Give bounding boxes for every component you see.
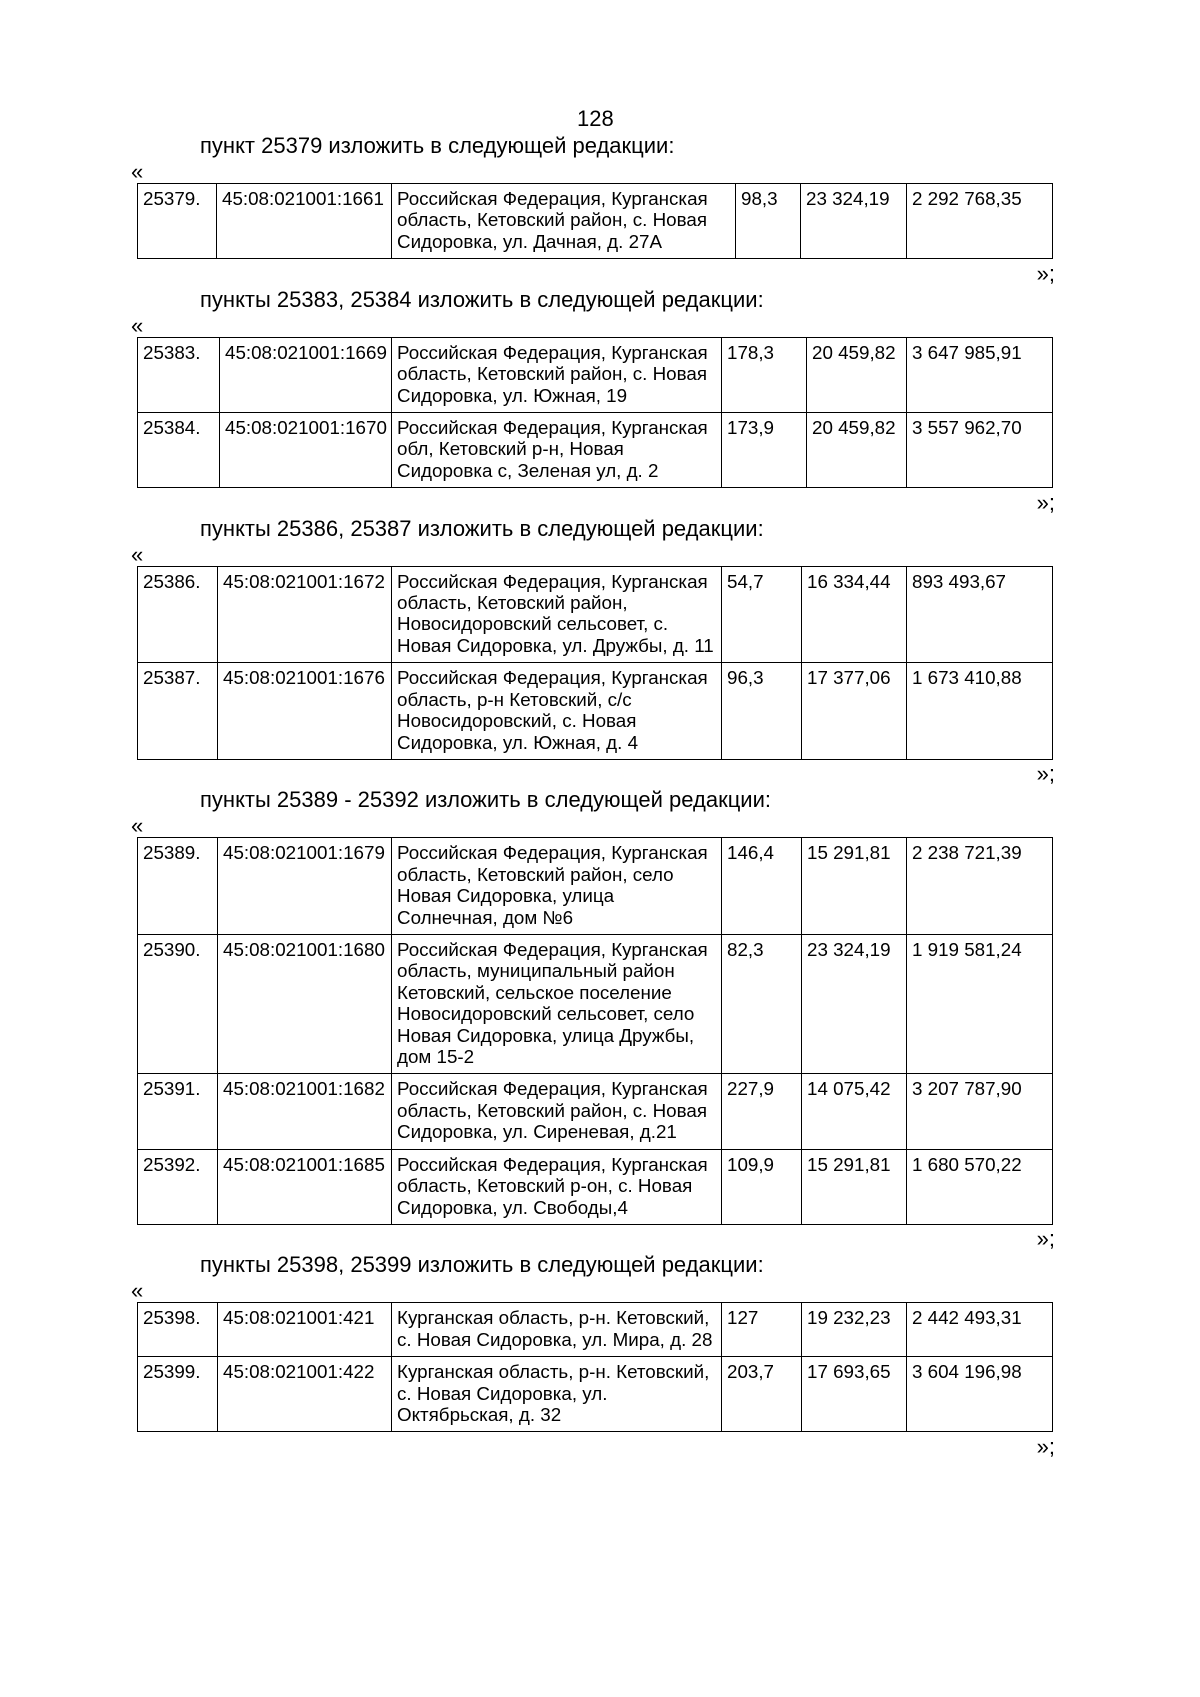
closing-quote-mark: »;	[1036, 260, 1055, 286]
table-row	[138, 935, 1053, 1074]
table-row	[138, 838, 1053, 935]
cadastral-value-cell: 3 207 787,90	[907, 1074, 1053, 1149]
item-number-cell: 25390.	[138, 935, 218, 1074]
cadastral-number-cell: 45:08:021001:1685	[218, 1149, 392, 1224]
table-row	[138, 1303, 1053, 1357]
cadastral-value-cell: 3 557 962,70	[907, 412, 1053, 487]
amendment-heading: пункты 25383, 25384 изложить в следующей редакции:	[200, 286, 764, 312]
property-table	[137, 183, 1053, 259]
area-cell: 146,4	[722, 838, 802, 935]
address-cell: Российская Федерация, Курганская область, муниципальный район Кетовский, сельское поселение Новосидоровский сельсовет, село Новая Сидоровка, улица Дружбы, дом 15-2	[392, 935, 722, 1074]
unit-value-cell: 15 291,81	[802, 838, 907, 935]
address-cell: Российская Федерация, Курганская область, р-н Кетовский, с/с Новосидоровский, с. Новая Сидоровка, ул. Южная, д. 4	[392, 663, 722, 760]
amendment-section	[0, 1252, 1200, 1460]
property-table-body	[138, 1303, 1053, 1432]
address-cell: Российская Федерация, Курганская область, Кетовский район, с. Новая Сидоровка, ул. Дачная, д. 27А	[392, 184, 736, 259]
property-table	[137, 566, 1053, 760]
item-number-cell: 25389.	[138, 838, 218, 935]
property-table	[137, 337, 1053, 488]
cadastral-number-cell: 45:08:021001:1672	[218, 566, 392, 663]
unit-value-cell: 17 377,06	[802, 663, 907, 760]
cadastral-number-cell: 45:08:021001:1679	[218, 838, 392, 935]
amendment-section	[0, 787, 1200, 1252]
unit-value-cell: 16 334,44	[802, 566, 907, 663]
table-row	[138, 1074, 1053, 1149]
property-table	[137, 837, 1053, 1225]
unit-value-cell: 23 324,19	[801, 184, 907, 259]
table-row	[138, 412, 1053, 487]
amendment-section	[0, 133, 1200, 287]
cadastral-value-cell: 2 292 768,35	[907, 184, 1053, 259]
closing-quote-mark: »;	[1036, 489, 1055, 515]
area-cell: 82,3	[722, 935, 802, 1074]
property-table-body	[138, 566, 1053, 759]
amendment-heading: пункты 25398, 25399 изложить в следующей редакции:	[200, 1252, 764, 1278]
cadastral-number-cell: 45:08:021001:1670	[220, 412, 392, 487]
property-table-body	[138, 838, 1053, 1225]
address-cell: Курганская область, р-н. Кетовский, с. Новая Сидоровка, ул. Октябрьская, д. 32	[392, 1357, 722, 1432]
cadastral-number-cell: 45:08:021001:1661	[217, 184, 392, 259]
item-number-cell: 25392.	[138, 1149, 218, 1224]
closing-quote-mark: »;	[1036, 1433, 1055, 1459]
item-number-cell: 25384.	[138, 412, 220, 487]
opening-quote-mark: «	[131, 1278, 144, 1304]
property-table-body	[138, 337, 1053, 487]
cadastral-number-cell: 45:08:021001:421	[218, 1303, 392, 1357]
cadastral-number-cell: 45:08:021001:1676	[218, 663, 392, 760]
area-cell: 127	[722, 1303, 802, 1357]
unit-value-cell: 20 459,82	[807, 412, 907, 487]
area-cell: 96,3	[722, 663, 802, 760]
address-cell: Российская Федерация, Курганская область, Кетовский район, село Новая Сидоровка, улица Солнечная, дом №6	[392, 838, 722, 935]
cadastral-value-cell: 3 647 985,91	[907, 337, 1053, 412]
page-number: 128	[577, 106, 614, 131]
address-cell: Российская Федерация, Курганская область, Кетовский район, Новосидоровский сельсовет, с. Новая Сидоровка, ул. Дружбы, д. 11	[392, 566, 722, 663]
table-row	[138, 184, 1053, 259]
property-table	[137, 1302, 1053, 1432]
unit-value-cell: 23 324,19	[802, 935, 907, 1074]
opening-quote-mark: «	[131, 159, 144, 184]
table-row	[138, 1149, 1053, 1224]
cadastral-value-cell: 893 493,67	[907, 566, 1053, 663]
item-number-cell: 25399.	[138, 1357, 218, 1432]
address-cell: Российская Федерация, Курганская область, Кетовский район, с. Новая Сидоровка, ул. Южная, 19	[392, 337, 722, 412]
closing-quote-mark: »;	[1036, 761, 1055, 787]
table-row	[138, 337, 1053, 412]
cadastral-value-cell: 1 680 570,22	[907, 1149, 1053, 1224]
item-number-cell: 25379.	[138, 184, 217, 259]
area-cell: 98,3	[736, 184, 801, 259]
unit-value-cell: 20 459,82	[807, 337, 907, 412]
amendment-section	[0, 287, 1200, 516]
cadastral-value-cell: 2 238 721,39	[907, 838, 1053, 935]
amendment-heading: пункты 25386, 25387 изложить в следующей редакции:	[200, 515, 764, 541]
cadastral-value-cell: 2 442 493,31	[907, 1303, 1053, 1357]
cadastral-number-cell: 45:08:021001:422	[218, 1357, 392, 1432]
cadastral-value-cell: 1 673 410,88	[907, 663, 1053, 760]
address-cell: Российская Федерация, Курганская обл, Кетовский р-н, Новая Сидоровка с, Зеленая ул, д. 2	[392, 412, 722, 487]
address-cell: Российская Федерация, Курганская область, Кетовский р-он, с. Новая Сидоровка, ул. Свободы,4	[392, 1149, 722, 1224]
unit-value-cell: 19 232,23	[802, 1303, 907, 1357]
property-table-body	[138, 184, 1053, 259]
cadastral-value-cell: 3 604 196,98	[907, 1357, 1053, 1432]
item-number-cell: 25386.	[138, 566, 218, 663]
item-number-cell: 25383.	[138, 337, 220, 412]
amendment-heading: пункты 25389 - 25392 изложить в следующей редакции:	[200, 787, 772, 813]
amendment-heading: пункт 25379 изложить в следующей редакции:	[200, 133, 675, 158]
unit-value-cell: 15 291,81	[802, 1149, 907, 1224]
opening-quote-mark: «	[131, 813, 144, 839]
item-number-cell: 25391.	[138, 1074, 218, 1149]
unit-value-cell: 14 075,42	[802, 1074, 907, 1149]
area-cell: 54,7	[722, 566, 802, 663]
area-cell: 109,9	[722, 1149, 802, 1224]
area-cell: 203,7	[722, 1357, 802, 1432]
opening-quote-mark: «	[131, 541, 144, 567]
cadastral-value-cell: 1 919 581,24	[907, 935, 1053, 1074]
item-number-cell: 25398.	[138, 1303, 218, 1357]
amendment-section	[0, 516, 1200, 788]
cadastral-number-cell: 45:08:021001:1682	[218, 1074, 392, 1149]
cadastral-number-cell: 45:08:021001:1669	[220, 337, 392, 412]
opening-quote-mark: «	[131, 312, 144, 338]
address-cell: Российская Федерация, Курганская область, Кетовский район, с. Новая Сидоровка, ул. Сиреневая, д.21	[392, 1074, 722, 1149]
table-row	[138, 1357, 1053, 1432]
unit-value-cell: 17 693,65	[802, 1357, 907, 1432]
area-cell: 227,9	[722, 1074, 802, 1149]
address-cell: Курганская область, р-н. Кетовский, с. Новая Сидоровка, ул. Мира, д. 28	[392, 1303, 722, 1357]
table-row	[138, 566, 1053, 663]
area-cell: 178,3	[722, 337, 807, 412]
item-number-cell: 25387.	[138, 663, 218, 760]
cadastral-number-cell: 45:08:021001:1680	[218, 935, 392, 1074]
table-row	[138, 663, 1053, 760]
area-cell: 173,9	[722, 412, 807, 487]
document-body	[0, 133, 1200, 1460]
closing-quote-mark: »;	[1036, 1226, 1055, 1252]
